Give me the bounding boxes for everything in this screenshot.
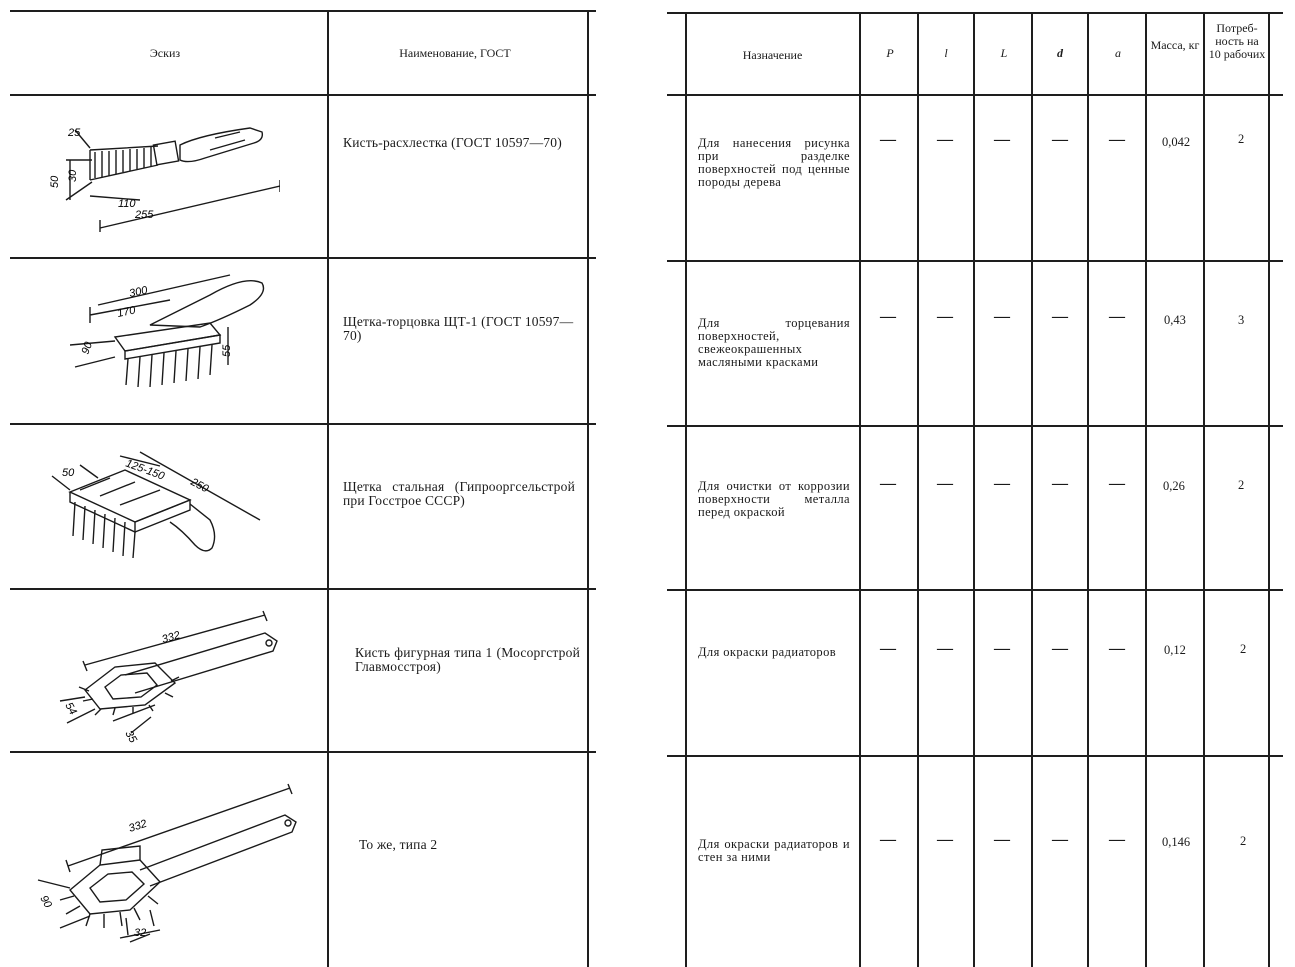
header-d: d bbox=[1057, 46, 1063, 60]
right-row-rule bbox=[667, 260, 1283, 262]
sketch-steel-brush bbox=[40, 440, 270, 570]
value-l-large: — bbox=[994, 308, 1010, 325]
dim-label: 50 bbox=[49, 175, 61, 188]
value-p: — bbox=[880, 831, 896, 848]
dim-label: 110 bbox=[118, 198, 136, 210]
value-p: — bbox=[880, 308, 896, 325]
dim-label: 255 bbox=[135, 209, 154, 221]
left-right-border bbox=[587, 10, 589, 967]
column-divider bbox=[917, 12, 919, 967]
header-l-large: L bbox=[1000, 46, 1008, 60]
value-l-small: — bbox=[937, 831, 953, 848]
left-column-divider bbox=[327, 10, 329, 967]
left-row-rule bbox=[10, 751, 596, 753]
header-p: P bbox=[886, 46, 894, 60]
value-p: — bbox=[880, 131, 896, 148]
dim-label: 25 bbox=[68, 127, 81, 139]
value-need: 2 bbox=[1238, 132, 1245, 146]
value-l-large: — bbox=[994, 131, 1010, 148]
value-a: — bbox=[1109, 475, 1125, 492]
left-top-rule bbox=[10, 10, 596, 12]
item-purpose: Для окраски радиаторов и стен за ними bbox=[698, 837, 850, 864]
value-d: — bbox=[1052, 131, 1068, 148]
header-sketch: Эскиз bbox=[149, 46, 181, 60]
column-divider bbox=[859, 12, 861, 967]
value-l-large: — bbox=[994, 475, 1010, 492]
header-l-small: l bbox=[944, 46, 948, 60]
column-divider bbox=[1087, 12, 1089, 967]
value-mass: 0,26 bbox=[1163, 479, 1185, 493]
header-name: Наименование, ГОСТ bbox=[399, 46, 511, 60]
value-need: 3 bbox=[1238, 313, 1245, 327]
dim-label: 332 bbox=[127, 817, 149, 835]
value-need: 2 bbox=[1240, 834, 1247, 848]
value-d: — bbox=[1052, 640, 1068, 657]
item-purpose: Для окраски радиаторов bbox=[698, 645, 837, 659]
dim-label: 50 bbox=[62, 467, 75, 479]
value-a: — bbox=[1109, 308, 1125, 325]
sketch-figured-brush-type1 bbox=[55, 605, 285, 745]
sketch-splatter-brush bbox=[40, 110, 280, 240]
sketch-figured-brush-type2 bbox=[30, 770, 300, 950]
value-a: — bbox=[1109, 640, 1125, 657]
value-need: 2 bbox=[1240, 642, 1247, 656]
value-mass: 0,43 bbox=[1164, 313, 1186, 327]
column-divider bbox=[1031, 12, 1033, 967]
item-name: Щетка-торцовка ЩТ-1 (ГОСТ 10597—70) bbox=[343, 314, 574, 343]
value-l-small: — bbox=[937, 308, 953, 325]
value-a: — bbox=[1109, 131, 1125, 148]
value-d: — bbox=[1052, 475, 1068, 492]
right-row-rule bbox=[667, 589, 1283, 591]
left-row-rule bbox=[10, 588, 596, 590]
header-mass: Масса, кг bbox=[1150, 38, 1200, 52]
dim-label: 250 bbox=[188, 476, 211, 496]
value-mass: 0,146 bbox=[1162, 835, 1191, 849]
column-divider bbox=[973, 12, 975, 967]
dim-label: 30 bbox=[67, 169, 79, 182]
right-row-rule bbox=[667, 755, 1283, 757]
value-l-small: — bbox=[937, 131, 953, 148]
item-name: То же, типа 2 bbox=[359, 837, 438, 852]
header-a: a bbox=[1115, 46, 1121, 60]
dim-label: 54 bbox=[62, 700, 79, 718]
right-top-rule bbox=[667, 12, 1283, 14]
value-d: — bbox=[1052, 831, 1068, 848]
right-right-border bbox=[1268, 12, 1270, 967]
item-name: Щетка стальная (Гипрооргсельстрой при Госстрое СССР) bbox=[343, 479, 575, 508]
value-mass: 0,042 bbox=[1162, 135, 1191, 149]
value-l-small: — bbox=[937, 640, 953, 657]
value-l-small: — bbox=[937, 475, 953, 492]
value-p: — bbox=[880, 475, 896, 492]
dim-label: 170 bbox=[116, 304, 137, 320]
sketch-stippling-brush bbox=[70, 265, 270, 395]
item-purpose: Для торцевания поверхностей, свежеокрашенных масляными красками bbox=[698, 316, 850, 369]
dim-label: 125-150 bbox=[123, 457, 167, 483]
dim-label: 332 bbox=[160, 629, 182, 646]
value-l-large: — bbox=[994, 831, 1010, 848]
dim-label: 55 bbox=[221, 344, 233, 357]
dim-label: 90 bbox=[37, 893, 54, 911]
column-divider bbox=[1203, 12, 1205, 967]
dim-label: 32 bbox=[134, 927, 147, 939]
value-need: 2 bbox=[1238, 478, 1245, 492]
value-mass: 0,12 bbox=[1164, 643, 1186, 657]
item-name: Кисть фигурная типа 1 (Мосоргстрой Главмосстроя) bbox=[355, 645, 580, 674]
item-purpose: Для нанесения рисунка при разделке поверхностей под ценные породы дерева bbox=[698, 136, 850, 189]
column-divider bbox=[1145, 12, 1147, 967]
left-header-rule bbox=[10, 94, 596, 96]
left-row-rule bbox=[10, 423, 596, 425]
value-p: — bbox=[880, 640, 896, 657]
right-row-rule bbox=[667, 425, 1283, 427]
right-header-rule bbox=[667, 94, 1283, 96]
item-name: Кисть-расхлестка (ГОСТ 10597—70) bbox=[343, 135, 562, 150]
dim-label: 90 bbox=[79, 340, 96, 357]
value-l-large: — bbox=[994, 640, 1010, 657]
dim-label: 35 bbox=[122, 728, 139, 745]
header-purpose: Назначение bbox=[742, 48, 803, 62]
right-left-border bbox=[685, 12, 687, 967]
item-purpose: Для очистки от коррозии поверхности металла перед окраской bbox=[698, 479, 850, 519]
value-a: — bbox=[1109, 831, 1125, 848]
value-d: — bbox=[1052, 308, 1068, 325]
header-need: Потреб- ность на 10 рабочих bbox=[1208, 21, 1266, 61]
dim-label: 300 bbox=[128, 284, 149, 300]
left-row-rule bbox=[10, 257, 596, 259]
